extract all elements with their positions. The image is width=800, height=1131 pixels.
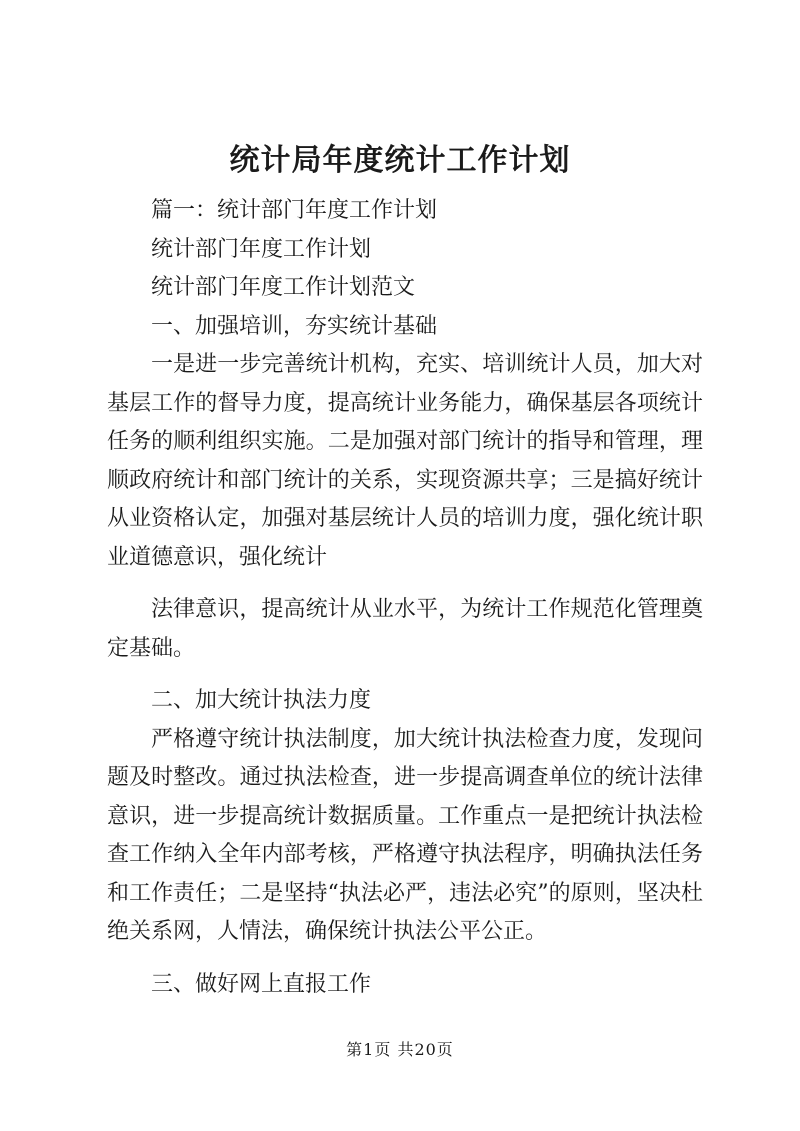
paragraph-6: 法律意识，提高统计从业水平，为统计工作规范化管理奠定基础。 bbox=[107, 597, 703, 661]
paragraph-7: 二、加大统计执法力度 bbox=[151, 688, 372, 713]
document-body bbox=[107, 192, 703, 1004]
paragraph-4: 一、加强培训，夯实统计基础 bbox=[151, 313, 438, 339]
paragraph-5: 一是进一步完善统计机构，充实、培训统计人员，加大对基层工作的督导力度，提高统计业务能力，确保基层各项统计任务的顺利组织实施。二是加强对部门统计的指导和管理，理顺政府统计和部门统计的关系，实现资源共享；三是搞好统计从业资格认定，加强对基层统计人员的培训力度，强化统计职业道德意识，强化统计 bbox=[107, 352, 703, 570]
document-title: 统计局年度统计工作计划 bbox=[229, 143, 571, 178]
paragraph-8: 严格遵守统计执法制度，加大统计执法检查力度，发现问题及时整改。通过执法检查，进一步提高调查单位的统计法律意识，进一步提高统计数据质量。工作重点一是把统计执法检查工作纳入全年内部考核，严格遵守执法程序，明确执法任务和工作责任；二是坚持“执法必严，违法必究”的原则，坚决杜绝关系网，人情法，确保统计执法公平公正。 bbox=[107, 726, 703, 944]
page-footer: 第1页 共20页 bbox=[346, 1040, 454, 1059]
paragraph-1: 篇一：统计部门年度工作计划 bbox=[151, 198, 438, 223]
paragraph-3: 统计部门年度工作计划范文 bbox=[151, 275, 416, 300]
paragraph-2: 统计部门年度工作计划 bbox=[151, 236, 372, 262]
paragraph-9: 三、做好网上直报工作 bbox=[151, 971, 372, 997]
